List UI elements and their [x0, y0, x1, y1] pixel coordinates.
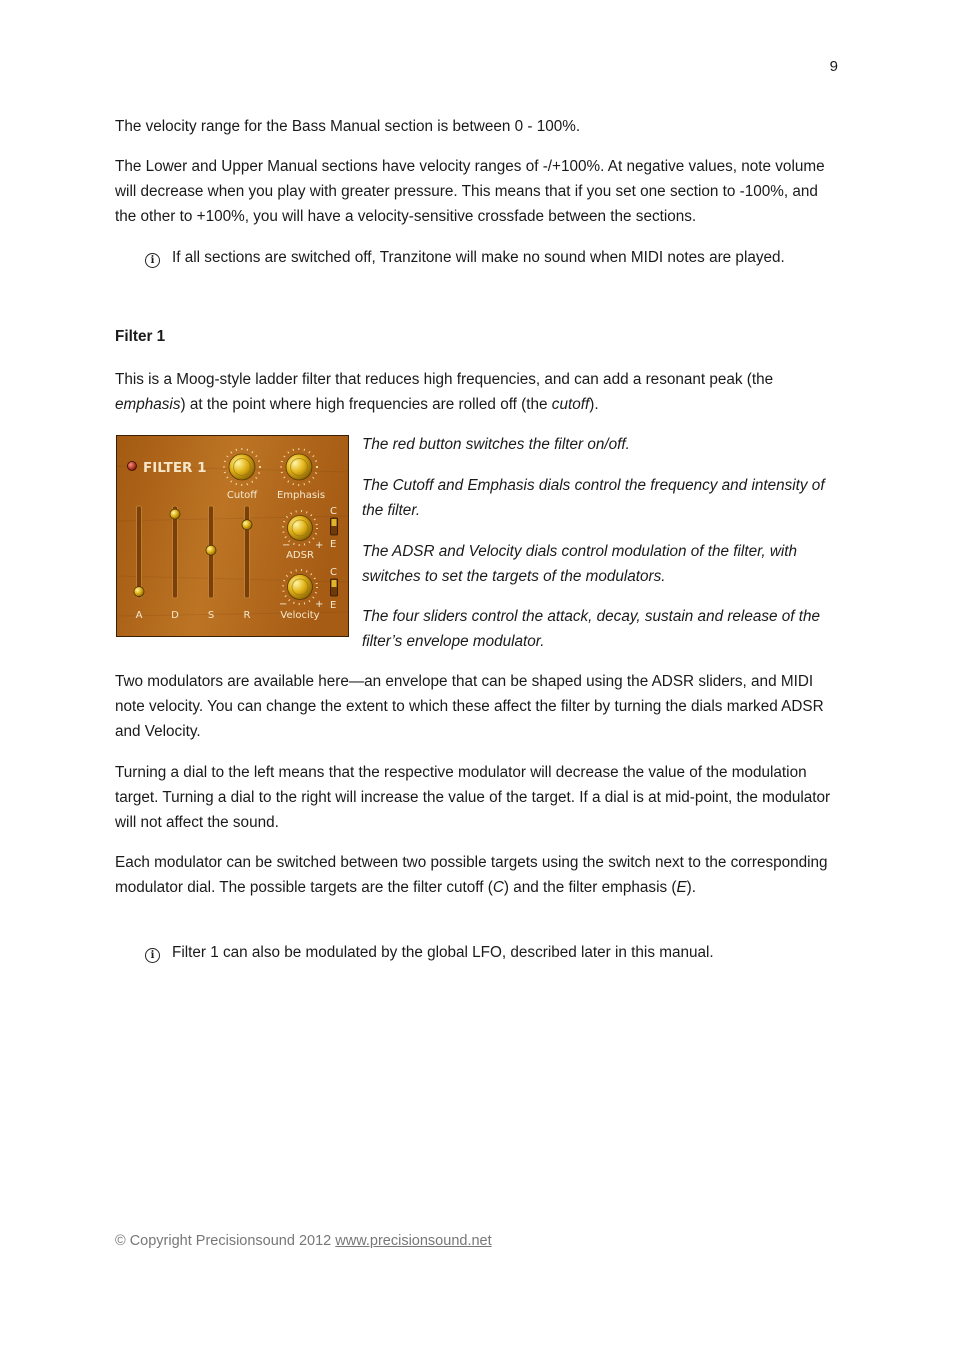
- target-e: E: [676, 879, 687, 896]
- info-icon: i: [145, 948, 160, 963]
- power-button[interactable]: [128, 462, 137, 471]
- emphasis-label: Emphasis: [276, 490, 326, 501]
- velocity-label: Velocity: [280, 610, 320, 621]
- adsr-label: ADSR: [286, 550, 314, 561]
- caption-adsr-velocity: The ADSR and Velocity dials control modulation of the filter, with switches to set the targets of the modulators.: [362, 543, 798, 585]
- panel-title: FILTER 1: [143, 460, 207, 476]
- filter-1-panel-image: [116, 435, 349, 637]
- footer-copyright: © Copyright Precisionsound 2012: [115, 1233, 332, 1249]
- slider-label-r: R: [243, 610, 251, 621]
- paragraph-filter-intro: [115, 367, 840, 417]
- paragraph-modulator-targets: [115, 850, 840, 900]
- adsr-minus-sign: −: [282, 540, 291, 551]
- slider-thumb-s[interactable]: [206, 545, 216, 555]
- page-number: 9: [829, 58, 838, 75]
- velocity-minus-sign: −: [279, 599, 288, 610]
- note-global-lfo: [145, 940, 845, 965]
- slider-label-s: S: [207, 610, 215, 621]
- intro-text: This is a Moog-style ladder filter that reduces high frequencies, and can add a resonant peak (the: [115, 371, 774, 388]
- footer-link[interactable]: www.precisionsound.net: [335, 1233, 492, 1249]
- paragraph-modulators: Two modulators are available here—an envelope that can be shaped using the ADSR sliders, and MIDI note velocity. You can change the extent to which these affect the filter by turning the dials marked ADSR and Velocity.: [115, 673, 824, 740]
- footer: [115, 1233, 492, 1249]
- emphasis-term: emphasis: [115, 396, 181, 413]
- note-text: Filter 1 can also be modulated by the global LFO, described later in this manual.: [172, 944, 714, 961]
- caption-power-button: The red button switches the filter on/off.: [362, 436, 630, 453]
- paragraph-bass-velocity: The velocity range for the Bass Manual section is between 0 - 100%.: [115, 118, 581, 135]
- paragraph-dial-direction: Turning a dial to the left means that the respective modulator will decrease the value of the modulation target. Turning a dial to the right will increase the value of the target. If a dial is at mid-point, the modulator will not affect the sound.: [115, 764, 831, 831]
- cutoff-term: cutoff: [551, 396, 590, 413]
- velocity-plus-sign: +: [315, 599, 324, 610]
- slider-track-a[interactable]: [137, 506, 142, 598]
- slider-thumb-d[interactable]: [170, 509, 180, 519]
- caption-sliders: The four sliders control the attack, decay, sustain and release of the filter’s envelope modulator.: [362, 608, 821, 650]
- adsr-plus-sign: +: [315, 540, 324, 551]
- caption-cutoff-emphasis: The Cutoff and Emphasis dials control the frequency and intensity of the filter.: [362, 477, 825, 519]
- velocity-switch-e-label: E: [330, 600, 337, 611]
- intro-text: ) at the point where high frequencies are rolled off (the: [180, 396, 552, 413]
- slider-thumb-r[interactable]: [242, 520, 252, 530]
- slider-label-a: A: [135, 610, 143, 621]
- targets-text: ) and the filter emphasis (: [503, 879, 677, 896]
- target-c: C: [492, 879, 504, 896]
- targets-text: ).: [686, 879, 697, 896]
- slider-track-d[interactable]: [173, 506, 178, 598]
- cutoff-label: Cutoff: [226, 490, 258, 501]
- intro-text: ).: [589, 396, 599, 413]
- note-sections-off: [145, 245, 845, 270]
- paragraph-manual-velocity: The Lower and Upper Manual sections have velocity ranges of -/+100%. At negative values, note volume will decrease when you play with greater pressure. This means that if you set one section to -100%, and the other to +100%, you will have a velocity-sensitive crossfade between the sections.: [115, 158, 825, 225]
- filter-panel-graphic: [117, 436, 349, 637]
- note-text: If all sections are switched off, Tranzitone will make no sound when MIDI notes are played.: [172, 249, 785, 266]
- section-heading-filter-1: Filter 1: [115, 328, 166, 345]
- slider-label-d: D: [171, 610, 179, 621]
- adsr-switch-e-label: E: [330, 539, 337, 550]
- adsr-switch-c-label: C: [330, 506, 337, 517]
- slider-thumb-a[interactable]: [134, 587, 144, 597]
- info-icon: i: [145, 253, 160, 268]
- velocity-switch-c-label: C: [330, 567, 337, 578]
- targets-text: Each modulator can be switched between two possible targets using the switch next to the corresponding modulator dial. The possible targets are the filter cutoff (: [115, 854, 828, 896]
